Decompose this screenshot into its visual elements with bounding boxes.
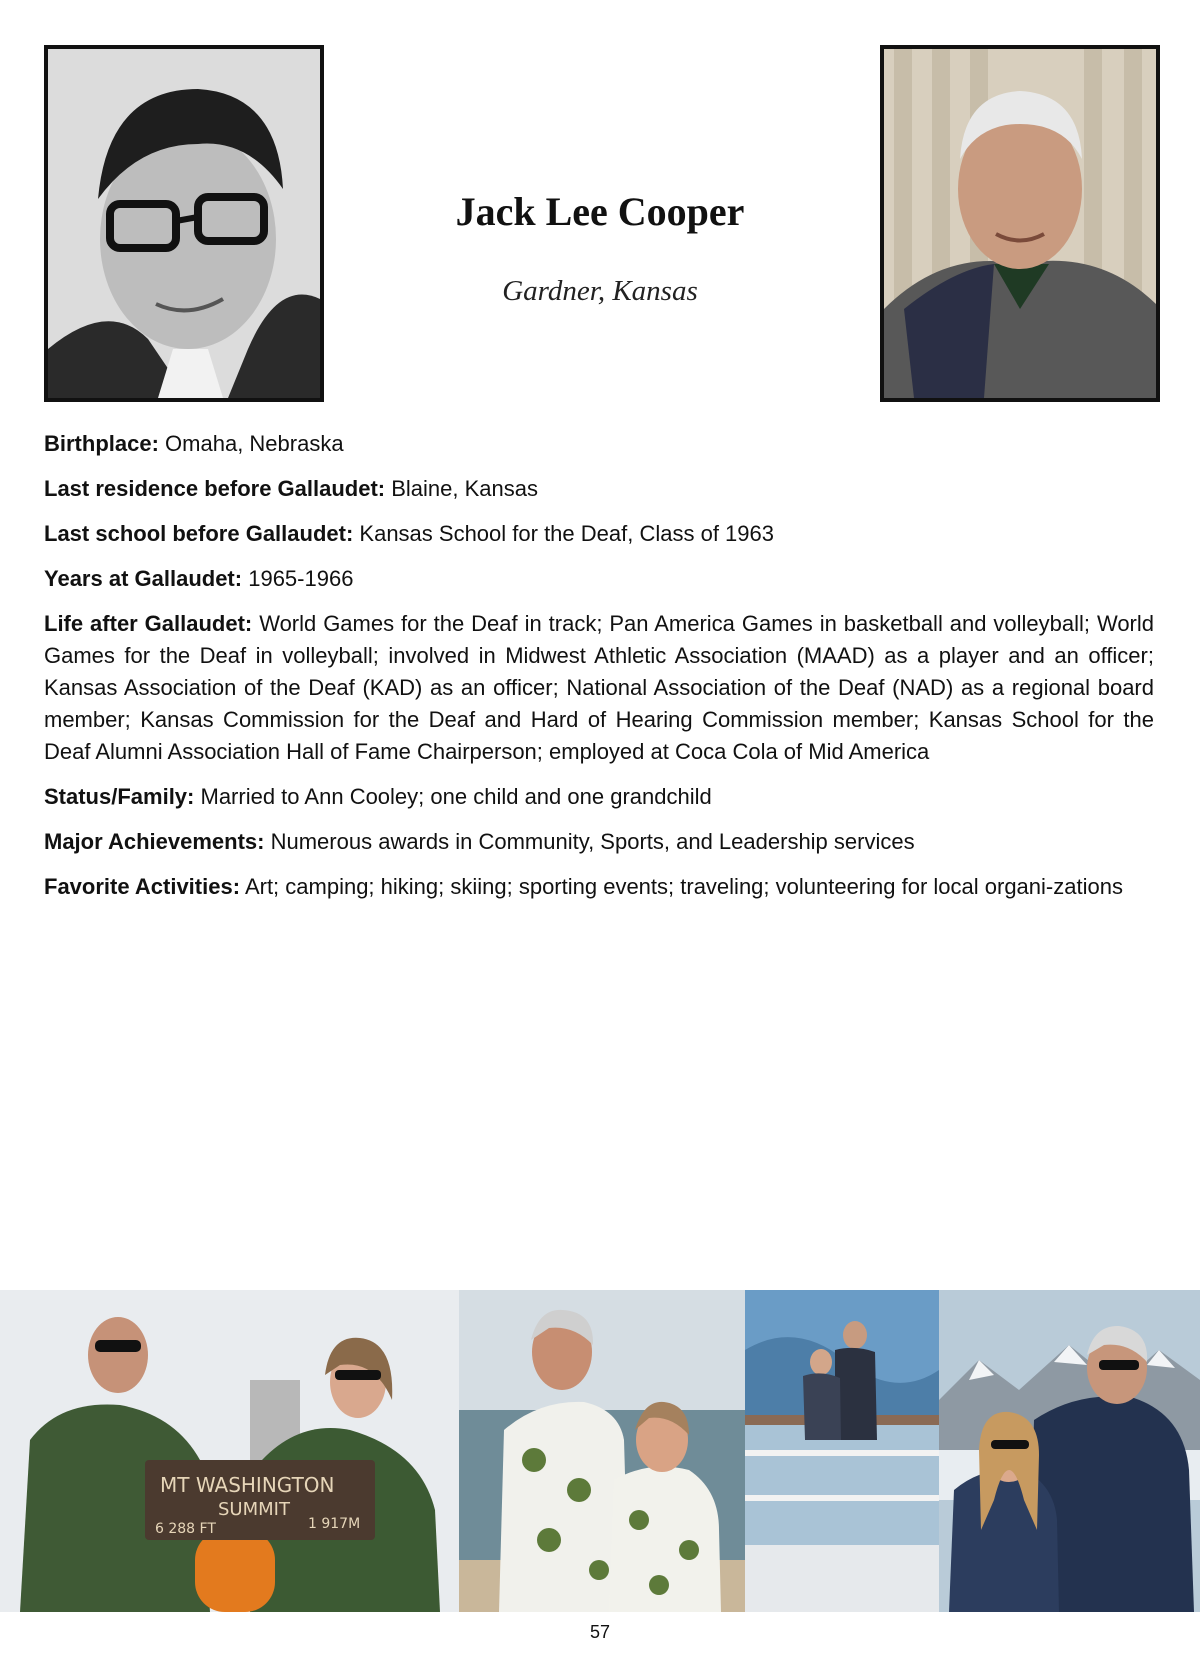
bio-label: Status/Family: [44, 784, 195, 809]
bio-label: Birthplace: [44, 431, 159, 456]
glacier-photo [939, 1290, 1200, 1612]
summit-sign-line1: MT WASHINGTON [160, 1473, 335, 1497]
bio-birthplace [44, 428, 1154, 460]
summit-sign-line2: SUMMIT [218, 1499, 290, 1520]
page-number: 57 [589, 1622, 611, 1642]
bio-life-after [44, 608, 1154, 768]
recent-portrait-photo [880, 45, 1160, 402]
bio-value: World Games for the Deaf in track; Pan America Games in basketball and volleyball; World Games for the Deaf in volleyball; involved in Midwest Athletic Association (MAAD) as a player and an officer; Kansas Association of the Deaf (KAD) as an officer; National Association of the Deaf (NAD) as a regional board member; Kansas Commission for the Deaf and Hard of Hearing Commission member; Kansas School for the Deaf Alumni Association Hall of Fame Chairperson; employed at Coca Cola of Mid America [44, 611, 1155, 764]
bio-value: Blaine, Kansas [391, 476, 538, 501]
bio-section [44, 428, 1154, 916]
bio-value: Married to Ann Cooley; one child and one grandchild [200, 784, 712, 809]
summit-sign-feet: 6 288 FT [155, 1521, 216, 1537]
bio-status-family [44, 781, 1154, 813]
bio-value: Numerous awards in Community, Sports, and Leadership services [270, 829, 915, 854]
bio-value: Kansas School for the Deaf, Class of 1963 [359, 521, 774, 546]
cruise-photo [745, 1290, 939, 1612]
bio-label: Major Achievements: [44, 829, 265, 854]
beach-photo [459, 1290, 745, 1612]
bio-label: Favorite Activities: [44, 874, 241, 899]
bio-label: Life after Gallaudet: [44, 611, 253, 636]
bio-value: 1965-1966 [248, 566, 354, 591]
bio-label: Last residence before Gallaudet: [44, 476, 386, 501]
bio-activities [44, 871, 1154, 903]
bio-years [44, 563, 1154, 595]
bio-label: Years at Gallaudet: [44, 566, 243, 591]
bio-achievements [44, 826, 1154, 858]
bio-value: Art; camping; hiking; skiing; sporting events; traveling; volunteering for local organi-zations [244, 874, 1123, 899]
bio-last-school [44, 518, 1154, 550]
bio-label: Last school before Gallaudet: [44, 521, 354, 546]
summit-sign-meters: 1 917M [308, 1516, 361, 1532]
yearbook-portrait-photo [44, 45, 324, 402]
bio-last-residence [44, 473, 1154, 505]
bio-value: Omaha, Nebraska [165, 431, 344, 456]
summit-photo [0, 1290, 459, 1612]
profile-hometown: Gardner, Kansas [502, 275, 698, 307]
profile-name: Jack Lee Cooper [455, 189, 745, 234]
